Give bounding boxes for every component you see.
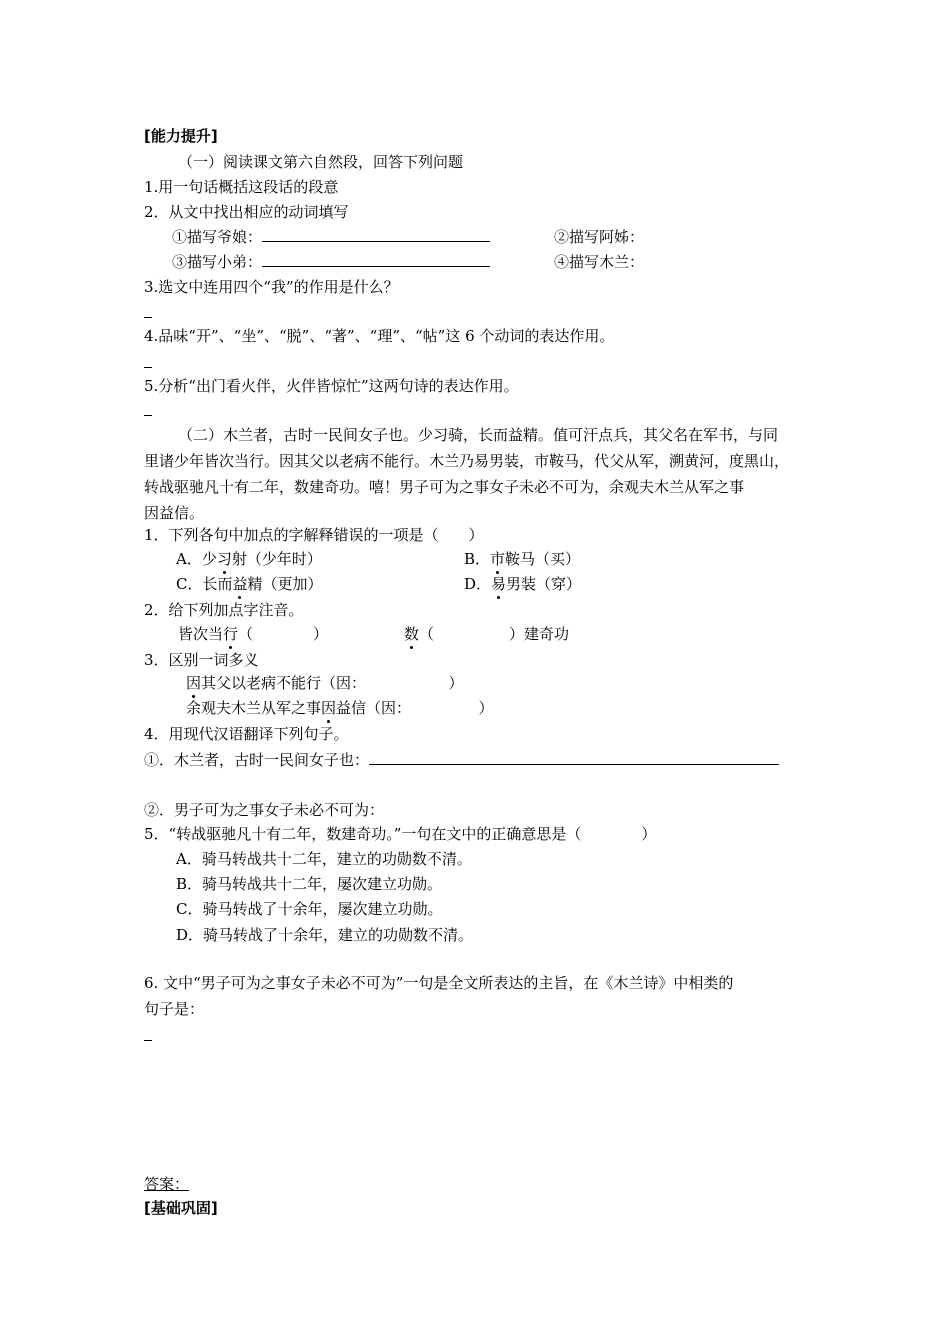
option-a: A．少习射（少年时） (176, 550, 322, 568)
part1-question-3: 3.选文中连用四个“我”的作用是什么？ (144, 278, 399, 296)
polysemy-item-1: 因其父以老病不能行（因： ） (186, 674, 464, 692)
dotted-char: 市 (490, 550, 506, 568)
section-title-basic: [基础巩固] (144, 1199, 218, 1217)
dotted-char: 行 (223, 625, 239, 643)
q5-option-a: A．骑马转战共十二年，建立的功勋数不清。 (176, 850, 472, 868)
q5-option-d: D．骑马转战了十余年，建立的功勋数不清。 (176, 926, 474, 944)
part1-question-4: 4.品味“开”、“坐”、“脱”、“著”、“理”、“帖”这 6 个动词的表达作用。 (144, 327, 615, 345)
part1-question-5: 5.分析“出门看火伴，火伴皆惊忙”这两句诗的表达作用。 (144, 377, 519, 395)
answer-line-marker (144, 1040, 152, 1041)
passage-line-1: （二）木兰者，古时一民间女子也。少习骑，长而益精。值可汗点兵，其父名在军书，与同 (178, 426, 779, 444)
answer-line-marker (144, 367, 152, 368)
option-b: B．市鞍马（买） (464, 550, 581, 568)
answer-label: 答案： (144, 1175, 190, 1193)
option-d: D．易男装（穿） (464, 575, 582, 593)
part1-heading: （一）阅读课文第六自然段，回答下列问题 (178, 153, 464, 171)
part2-question-3: 3．区别一词多义 (144, 651, 259, 669)
dotted-char: 数 (404, 625, 420, 643)
answer-line-marker (144, 317, 152, 318)
translate-item-1-label: ①．木兰者，古时一民间女子也： (144, 751, 370, 769)
q2-item-sister: ②描写阿姊： (554, 228, 645, 246)
q2-item-brother-label: ③描写小弟： (172, 253, 263, 271)
dotted-char: 易 (491, 575, 507, 593)
option-c: C．长而益精（更加） (176, 575, 323, 593)
passage-line-3: 转战驱驰凡十有二年，数建奇功。嘻！男子可为之事女子未必不可为，余观夫木兰从军之事 (144, 478, 745, 496)
passage-line-2: 里诸少年皆次当行。因其父以老病不能行。木兰乃易男装，市鞍马，代父从军，溯黄河，度黑山， (144, 452, 790, 470)
passage-line-4: 因益信。 (144, 504, 205, 522)
dotted-char: 益 (232, 575, 248, 593)
part1-question-1: 1.用一句话概括这段话的段意 (144, 178, 339, 196)
answer-blank[interactable] (262, 227, 490, 242)
part2-question-6-line-1: 6. 文中“男子可为之事女子未必不可为”一句是全文所表达的主旨，在《木兰诗》中相类的 (144, 974, 734, 992)
part2-question-2: 2．给下列加点字注音。 (144, 601, 304, 619)
part2-question-1: 1．下列各句中加点的字解释错误的一项是（ ） (144, 526, 484, 544)
dotted-char: 因 (186, 674, 202, 692)
part2-question-5: 5．“转战驱驰凡十有二年，数建奇功。”一句在文中的正确意思是（ ） (144, 825, 657, 843)
q2-item-parents (172, 227, 490, 247)
q2-item-mulan: ④描写木兰： (554, 253, 645, 271)
q5-option-c: C．骑马转战了十余年，屡次建立功勋。 (176, 900, 443, 918)
q5-option-b: B．骑马转战共十二年，屡次建立功勋。 (176, 875, 443, 893)
answer-blank[interactable] (369, 750, 779, 765)
part2-question-4: 4．用现代汉语翻译下列句子。 (144, 725, 349, 743)
part1-question-2: 2．从文中找出相应的动词填写 (144, 203, 349, 221)
translate-item-2: ②．男子可为之事女子未必不可为： (144, 801, 385, 819)
answer-blank[interactable] (262, 252, 490, 267)
pinyin-item-2: 数（ ）建奇功 (404, 625, 570, 643)
answer-line-marker (144, 415, 152, 416)
polysemy-item-2: 余观夫木兰从军之事因益信（因： ） (186, 699, 494, 717)
q2-item-brother (172, 252, 490, 272)
translate-item-1 (144, 750, 779, 770)
part2-question-6-line-2: 句子是： (144, 1000, 205, 1018)
q2-item-parents-label: ①描写爷娘： (172, 228, 263, 246)
section-title-ability: [能力提升] (144, 127, 218, 145)
dotted-char: 因 (321, 699, 337, 717)
dotted-char: 习 (216, 550, 232, 568)
pinyin-item-1: 皆次当行（ ） (178, 625, 329, 643)
